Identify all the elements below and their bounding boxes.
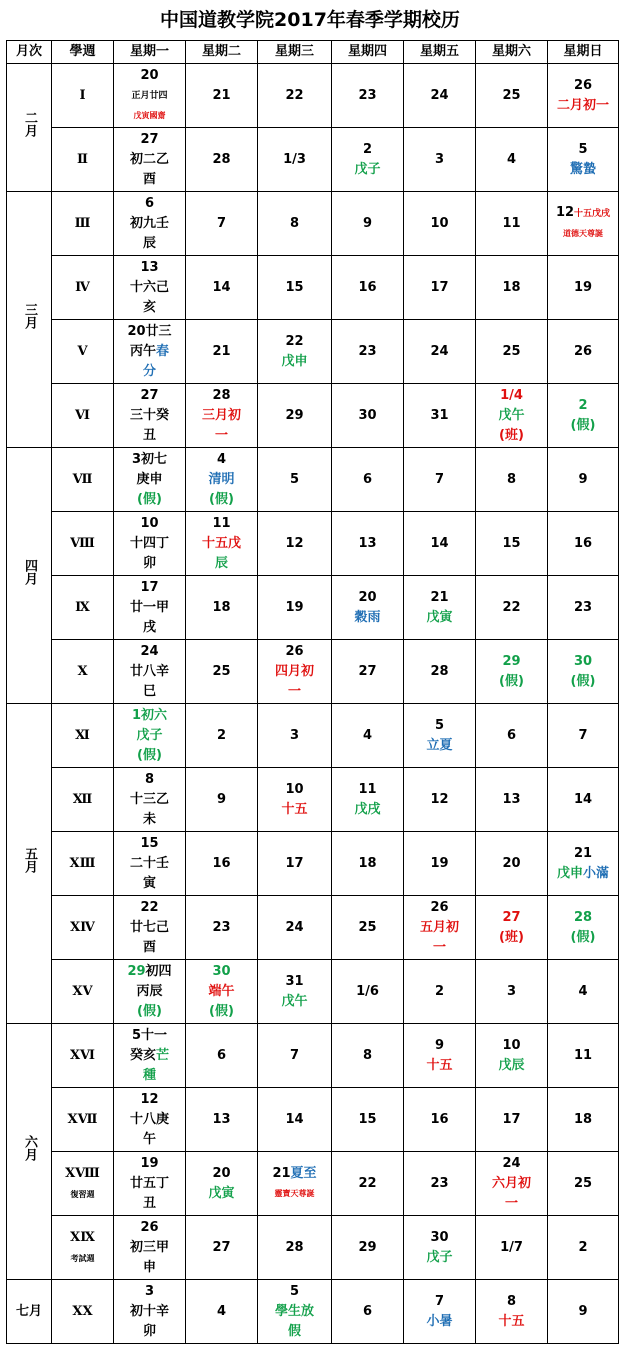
week-row [7,192,619,256]
day-cell: 2 [404,960,476,1024]
day-cell: 25 [332,896,404,960]
day-cell: 19 [258,576,332,640]
month-cell: 六月 [7,1024,52,1280]
day-cell: 21 戊寅 [404,576,476,640]
month-cell: 五月 [7,704,52,1024]
day-cell: 2 (假) [548,384,619,448]
day-cell: 28 [404,640,476,704]
day-cell: 12 十八庚 午 [114,1088,186,1152]
week-number: Ⅵ [52,384,114,448]
day-cell: 29初四 丙辰 (假) [114,960,186,1024]
week-row [7,1088,619,1152]
day-cell: 15 [476,512,548,576]
day-cell: 16 [332,256,404,320]
week-row [7,64,619,128]
day-cell: 10 戊辰 [476,1024,548,1088]
week-row [7,1024,619,1088]
day-cell: 4 [548,960,619,1024]
day-cell: 14 [258,1088,332,1152]
day-cell: 22 戊申 [258,320,332,384]
day-cell: 9 [548,448,619,512]
day-cell: 24 廿八辛 巳 [114,640,186,704]
day-cell: 11 [548,1024,619,1088]
month-cell: 四月 [7,448,52,704]
header-week: 學週 [52,41,114,64]
day-cell: 3 [404,128,476,192]
day-cell: 11 十五戊 辰 [186,512,258,576]
day-cell: 22 廿七己 酉 [114,896,186,960]
day-cell: 17 [476,1088,548,1152]
day-cell: 20 穀雨 [332,576,404,640]
week-row [7,1152,619,1216]
day-cell: 23 [332,320,404,384]
day-cell: 18 [548,1088,619,1152]
day-cell: 13 十六己 亥 [114,256,186,320]
week-number: XⅤ [52,960,114,1024]
day-cell: 14 [404,512,476,576]
day-cell: 10 十四丁 卯 [114,512,186,576]
day-cell: 20 [476,832,548,896]
day-cell: 27 (班) [476,896,548,960]
day-cell: 7 [404,448,476,512]
day-cell: 1/6 [332,960,404,1024]
header-thu: 星期四 [332,41,404,64]
day-cell: 19 廿五丁 丑 [114,1152,186,1216]
day-cell: 27 三十癸 丑 [114,384,186,448]
day-cell: 4 [186,1280,258,1344]
day-cell: 11 [476,192,548,256]
day-cell: 28 (假) [548,896,619,960]
day-cell: 31 戊午 [258,960,332,1024]
week-number: Ⅶ [52,448,114,512]
day-cell: 30 端午 (假) [186,960,258,1024]
day-cell: 16 [404,1088,476,1152]
day-cell: 4 清明 (假) [186,448,258,512]
day-cell: 25 [476,64,548,128]
day-cell: 27 [186,1216,258,1280]
day-cell: 16 [548,512,619,576]
day-cell: 24 六月初 一 [476,1152,548,1216]
week-row [7,576,619,640]
week-row [7,832,619,896]
day-cell: 10 十五 [258,768,332,832]
day-cell: 20廿三 丙午春 分 [114,320,186,384]
week-row [7,640,619,704]
day-cell: 26 [548,320,619,384]
week-row [7,896,619,960]
day-cell: 8 [258,192,332,256]
day-cell: 27 [332,640,404,704]
day-cell: 25 [548,1152,619,1216]
day-cell: 20 正月廿四 戊寅國齋 [114,64,186,128]
day-cell: 21 [186,64,258,128]
week-row [7,128,619,192]
day-cell: 5 學生放 假 [258,1280,332,1344]
header-wed: 星期三 [258,41,332,64]
day-cell: 12 [404,768,476,832]
week-number: Ⅺ [52,704,114,768]
header-row [7,41,619,64]
page-title: 中国道教学院2017年春季学期校历 [160,9,460,31]
day-cell: 23 [404,1152,476,1216]
day-cell: 20 戊寅 [186,1152,258,1216]
day-cell: 5十一 癸亥芒 種 [114,1024,186,1088]
day-cell: 13 [476,768,548,832]
day-cell: 17 [258,832,332,896]
day-cell: 14 [186,256,258,320]
day-cell: 21 戊申小滿 [548,832,619,896]
week-row [7,448,619,512]
day-cell: 25 [186,640,258,704]
week-number: Ⅱ [52,128,114,192]
day-cell: 3 [258,704,332,768]
day-cell: 31 [404,384,476,448]
week-row [7,512,619,576]
day-cell: 18 [476,256,548,320]
day-cell: 17 廿一甲 戌 [114,576,186,640]
day-cell: 8 [476,448,548,512]
day-cell: 3 [476,960,548,1024]
header-sun: 星期日 [548,41,619,64]
day-cell: 14 [548,768,619,832]
day-cell: 4 [476,128,548,192]
week-row [7,704,619,768]
day-cell: 29 [258,384,332,448]
day-cell: 7 [258,1024,332,1088]
week-row [7,960,619,1024]
day-cell: 22 [258,64,332,128]
day-cell: 24 [258,896,332,960]
week-row [7,384,619,448]
day-cell: 9 十五 [404,1024,476,1088]
day-cell: 18 [332,832,404,896]
day-cell: 23 [186,896,258,960]
week-number: Ⅻ [52,768,114,832]
day-cell: 7 [548,704,619,768]
day-cell: 1/3 [258,128,332,192]
day-cell: 9 [186,768,258,832]
day-cell: 28 三月初 一 [186,384,258,448]
week-number: XⅧ 復習週 [52,1152,114,1216]
day-cell: 6 [332,448,404,512]
day-cell: 9 [548,1280,619,1344]
day-cell: 30 [332,384,404,448]
header-month: 月次 [7,41,52,64]
day-cell: 29 (假) [476,640,548,704]
week-number: Ⅲ [52,192,114,256]
header-sat: 星期六 [476,41,548,64]
header-mon: 星期一 [114,41,186,64]
day-cell: 3 初十辛 卯 [114,1280,186,1344]
day-cell: 21夏至 靈寶天尊誕 [258,1152,332,1216]
day-cell: 15 [258,256,332,320]
day-cell: 15 [332,1088,404,1152]
day-cell: 27 初二乙 酉 [114,128,186,192]
month-cell: 二月 [7,64,52,192]
day-cell: 1/7 [476,1216,548,1280]
week-number: XⅨ 考試週 [52,1216,114,1280]
day-cell: 26 二月初一 [548,64,619,128]
day-cell: 9 [332,192,404,256]
day-cell: 2 [186,704,258,768]
month-cell: 三月 [7,192,52,448]
week-number: XⅣ [52,896,114,960]
day-cell: 26 初三甲 申 [114,1216,186,1280]
day-cell: 7 小暑 [404,1280,476,1344]
day-cell: 8 十三乙 未 [114,768,186,832]
day-cell: 13 [186,1088,258,1152]
day-cell: 21 [186,320,258,384]
week-number: XⅥ [52,1024,114,1088]
day-cell: 2 [548,1216,619,1280]
day-cell: 8 十五 [476,1280,548,1344]
day-cell: 1初六 戊子 (假) [114,704,186,768]
day-cell: 23 [548,576,619,640]
month-cell: 七月 [7,1280,52,1344]
day-cell: 5 驚蟄 [548,128,619,192]
week-number: Ⅳ [52,256,114,320]
day-cell: 10 [404,192,476,256]
week-row [7,1280,619,1344]
day-cell: 19 [404,832,476,896]
day-cell: 6 初九壬 辰 [114,192,186,256]
week-number: XⅢ [52,832,114,896]
day-cell: 17 [404,256,476,320]
day-cell: 8 [332,1024,404,1088]
day-cell: 30 戊子 [404,1216,476,1280]
week-number: Ⅰ [52,64,114,128]
week-number: Ⅴ [52,320,114,384]
day-cell: 5 立夏 [404,704,476,768]
week-number: Ⅹ [52,640,114,704]
day-cell: 11 戊戌 [332,768,404,832]
day-cell: 6 [332,1280,404,1344]
day-cell: 4 [332,704,404,768]
week-number: Ⅸ [52,576,114,640]
day-cell: 24 [404,64,476,128]
calendar-table [6,40,619,1344]
week-row [7,768,619,832]
week-row [7,320,619,384]
week-row [7,1216,619,1280]
day-cell: 19 [548,256,619,320]
week-number: XⅦ [52,1088,114,1152]
day-cell: 18 [186,576,258,640]
day-cell: 6 [476,704,548,768]
day-cell: 13 [332,512,404,576]
day-cell: 15 二十壬 寅 [114,832,186,896]
header-tue: 星期二 [186,41,258,64]
day-cell: 5 [258,448,332,512]
day-cell: 22 [332,1152,404,1216]
day-cell: 26 四月初 一 [258,640,332,704]
day-cell: 30 (假) [548,640,619,704]
week-number: XX [52,1280,114,1344]
day-cell: 12十五戊戌 道德天尊誕 [548,192,619,256]
day-cell: 22 [476,576,548,640]
day-cell: 16 [186,832,258,896]
day-cell: 6 [186,1024,258,1088]
day-cell: 2 戊子 [332,128,404,192]
day-cell: 23 [332,64,404,128]
day-cell: 25 [476,320,548,384]
day-cell: 3初七 庚申 (假) [114,448,186,512]
header-fri: 星期五 [404,41,476,64]
day-cell: 7 [186,192,258,256]
day-cell: 26 五月初 一 [404,896,476,960]
day-cell: 1/4 戊午 (班) [476,384,548,448]
day-cell: 28 [258,1216,332,1280]
day-cell: 12 [258,512,332,576]
week-number: Ⅷ [52,512,114,576]
day-cell: 24 [404,320,476,384]
week-row [7,256,619,320]
day-cell: 29 [332,1216,404,1280]
day-cell: 28 [186,128,258,192]
